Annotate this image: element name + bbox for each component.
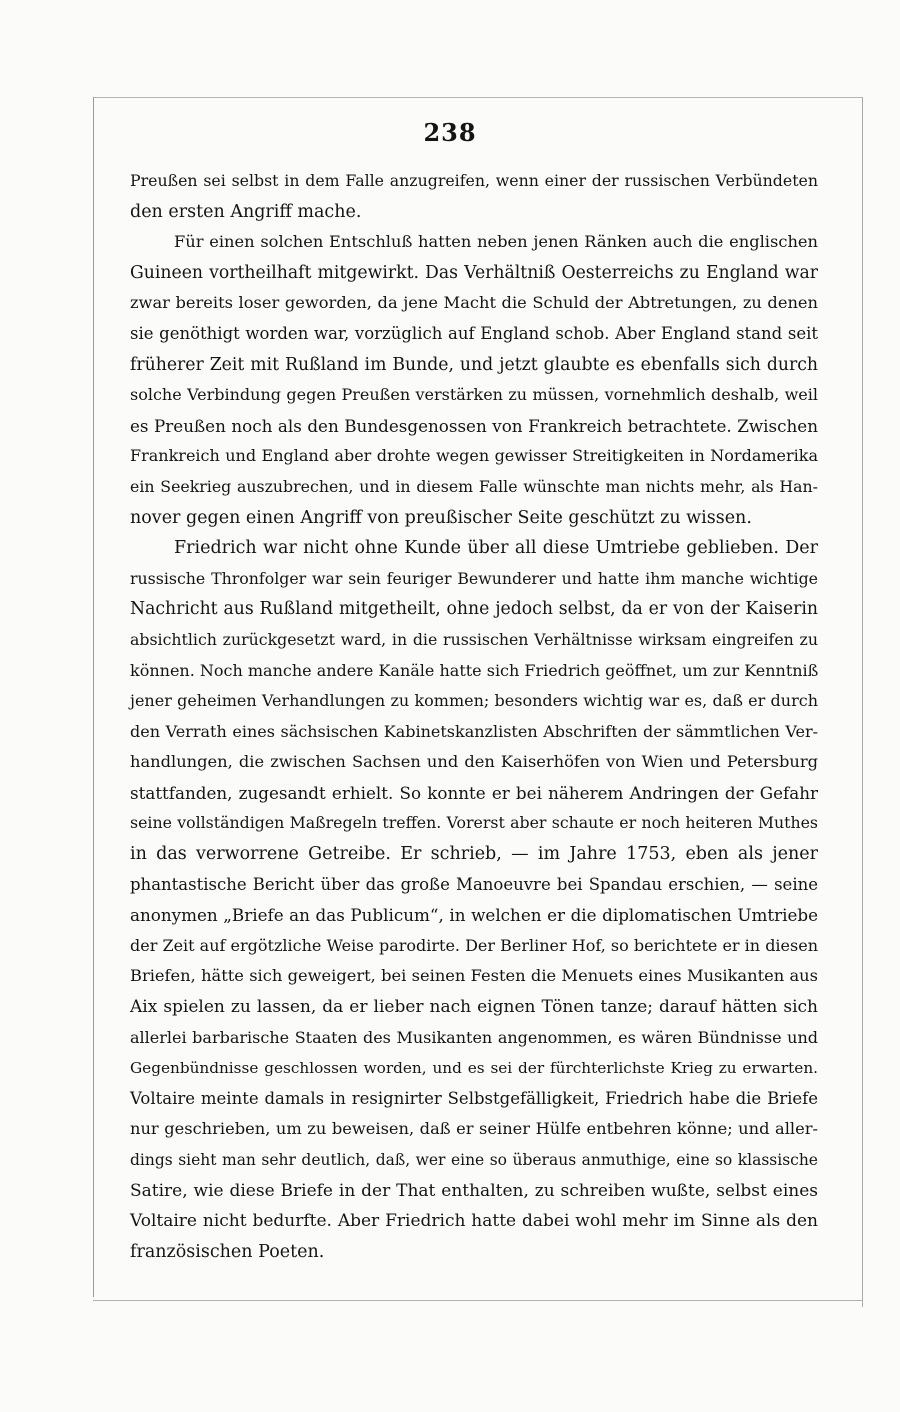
text-line: Friedrich war nicht ohne Kunde über all diese Umtriebe geblieben. Der (174, 538, 818, 559)
text-line: den ersten Angriff mache. (130, 201, 362, 222)
text-line: seine vollständigen Maßregeln treffen. Vorerst aber schaute er noch heiteren Muthes (130, 813, 818, 833)
text-line: Gegenbündnisse geschlossen worden, und es sei der fürchterlichste Krieg zu erwarten. (130, 1059, 818, 1078)
text-line: den Verrath eines sächsischen Kabinetskanzlisten Abschriften der sämmtlichen Ver- (130, 721, 818, 741)
text-line: sie genöthigt worden war, vorzüglich auf England schob. Aber England stand seit (130, 323, 818, 343)
text-line: nur geschrieben, um zu beweisen, daß er seiner Hülfe entbehren könne; und aller- (130, 1119, 818, 1139)
text-line: in das verworrene Getreibe. Er schrieb, — im Jahre 1753, eben als jener (130, 844, 818, 865)
scan-border-right (862, 97, 863, 1307)
text-line: allerlei barbarische Staaten des Musikanten angenommen, es wären Bündnisse und (130, 1027, 818, 1047)
scan-border-bottom (93, 1300, 863, 1301)
text-line: anonymen „Briefe an das Publicum“, in welchen er die diplomatischen Umtriebe (130, 905, 818, 926)
text-line: absichtlich zurückgesetzt ward, in die russischen Verhältnisse wirksam eingreifen zu (130, 629, 818, 649)
text-line: es Preußen noch als den Bundesgenossen von Frankreich betrachtete. Zwischen (130, 415, 818, 436)
page-number: 238 (423, 118, 477, 147)
text-line: der Zeit auf ergötzliche Weise parodirte. Der Berliner Hof, so berichtete er in diesen (130, 935, 818, 955)
scan-border-top (93, 97, 863, 98)
text-line: phantastische Bericht über das große Manoeuvre bei Spandau erschien, — seine (130, 874, 818, 894)
text-line: Aix spielen zu lassen, da er lieber nach eignen Tönen tanze; darauf hätten sich (130, 997, 818, 1018)
text-line: französischen Poeten. (130, 1241, 325, 1262)
text-line: handlungen, die zwischen Sachsen und den Kaiserhöfen von Wien und Petersburg (130, 752, 818, 772)
text-line: dings sieht man sehr deutlich, daß, wer eine so überaus anmuthige, eine so klassische (130, 1151, 818, 1169)
text-line: Guineen vortheilhaft mitgewirkt. Das Verhältniß Oesterreichs zu England war (130, 262, 818, 283)
text-line: Für einen solchen Entschluß hatten neben jenen Ränken auch die englischen (174, 232, 818, 252)
text-line: Briefen, hätte sich geweigert, bei seinen Festen die Menuets eines Musikanten aus (130, 966, 818, 986)
text-line: jener geheimen Verhandlungen zu kommen; besonders wichtig war es, daß er durch (130, 691, 818, 711)
text-line: zwar bereits loser geworden, da jene Macht die Schuld der Abtretungen, zu denen (130, 293, 818, 313)
scan-border-left (93, 97, 94, 1297)
text-line: können. Noch manche andere Kanäle hatte sich Friedrich geöffnet, um zur Kenntniß (130, 660, 819, 680)
body-text (130, 166, 818, 1267)
text-line: Nachricht aus Rußland mitgetheilt, ohne jedoch selbst, da er von der Kaiserin (130, 599, 818, 620)
text-line: ein Seekrieg auszubrechen, und in diesem Falle wünschte man nichts mehr, als Han- (130, 476, 818, 496)
text-line: Frankreich und England aber drohte wegen gewisser Streitigkeiten in Nordamerika (130, 446, 818, 466)
text-line: russische Thronfolger war sein feuriger Bewunderer und hatte ihm manche wichtige (130, 568, 818, 588)
text-line: Voltaire meinte damals in resignirter Selbstgefälligkeit, Friedrich habe die Briefe (130, 1088, 818, 1108)
text-line: stattfanden, zugesandt erhielt. So konnte er bei näherem Andringen der Gefahr (130, 782, 818, 803)
text-line: Voltaire nicht bedurfte. Aber Friedrich hatte dabei wohl mehr im Sinne als den (130, 1211, 818, 1232)
text-line: nover gegen einen Angriff von preußischer Seite geschützt zu wissen. (130, 507, 752, 528)
text-line: solche Verbindung gegen Preußen verstärken zu müssen, vornehmlich deshalb, weil (130, 385, 818, 405)
text-line: früherer Zeit mit Rußland im Bunde, und jetzt glaubte es ebenfalls sich durch (130, 354, 818, 375)
text-line: Satire, wie diese Briefe in der That enthalten, zu schreiben wußte, selbst eines (130, 1180, 818, 1201)
text-line: Preußen sei selbst in dem Falle anzugreifen, wenn einer der russischen Verbündeten (130, 171, 818, 190)
